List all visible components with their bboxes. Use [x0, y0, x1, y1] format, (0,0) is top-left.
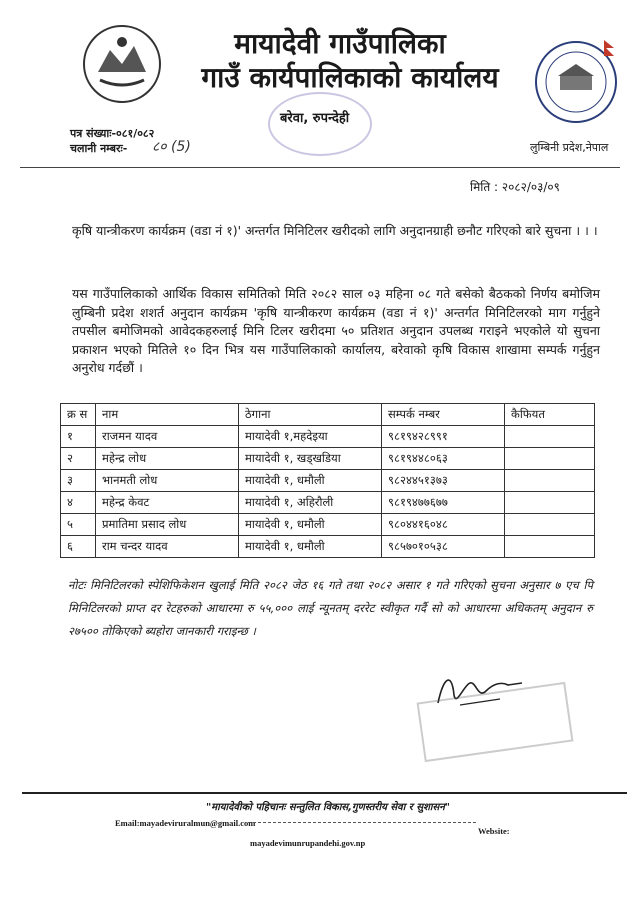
dispatch-number-label: चलानी नम्बरः- — [70, 142, 128, 155]
table-row — [61, 536, 595, 558]
col-contact: सम्पर्क नम्बर — [382, 404, 505, 426]
header-divider — [20, 167, 620, 168]
cell-remarks — [505, 514, 595, 536]
cell-name: राजमन यादव — [96, 426, 239, 448]
province-label: लुम्बिनी प्रदेश,नेपाल — [530, 141, 609, 154]
applicant-table — [60, 403, 595, 558]
reference-number: पत्र संख्याः-०८१/०८२ — [70, 127, 155, 140]
table-header-row — [61, 404, 595, 426]
cell-address: मायादेवी १, धमौली — [239, 470, 382, 492]
body-paragraph: यस गाउँपालिकाको आर्थिक विकास समितिको मिति २०८२ साल ०३ महिना ०८ गते बसेको बैठकको निर्णय बमोजिम लुम्बिनी प्रदेश शशर्त अनुदान कार्यक्रम 'कृषि यान्त्रीकरण कार्यक्रम (वडा नं १)' अन्तर्गत मिनिटिलरको माग गर्नुहुने तपसील बमोजिमको आवेदकहरुलाई मिनि टिलर खरीदमा ५० प्रतिशत अनुदान उपलब्ध गराइने भएकोले यो सुचना प्रकाशन भएको मितिले १० दिन भित्र यस गाउँपालिकाको कार्यालय, बरेवाको कृषि विकास शाखामा सम्पर्क गर्नुहुन अनुरोध गर्दछौं । — [72, 286, 600, 375]
col-name: नाम — [96, 404, 239, 426]
cell-name: प्रमातिमा प्रसाद लोध — [96, 514, 239, 536]
cell-name: महेन्द्र लोध — [96, 448, 239, 470]
col-remarks: कैफियत — [505, 404, 595, 426]
cell-contact: ९८२४४५१३७३ — [382, 470, 505, 492]
table-row — [61, 426, 595, 448]
cell-serial: ४ — [61, 492, 96, 514]
footer-website: mayadevimunrupandehi.gov.np — [250, 838, 366, 848]
cell-contact: ९८१९४७७६७७ — [382, 492, 505, 514]
cell-remarks — [505, 470, 595, 492]
footer-email: Email:mayadeviruralmun@gmail.com — [115, 818, 256, 828]
cell-contact: ९८०४४१६०४८ — [382, 514, 505, 536]
footer-motto: "मायादेवीको पहिचानः सन्तुलित विकास,गुणस्तरीय सेवा र सुशासन" — [205, 802, 451, 813]
cell-contact: ९८१९४२८९९१ — [382, 426, 505, 448]
cell-name: भानमती लोध — [96, 470, 239, 492]
footer-dotted-line — [248, 822, 476, 823]
col-address: ठेगाना — [239, 404, 382, 426]
cell-name: राम चन्दर यादव — [96, 536, 239, 558]
table-row — [61, 470, 595, 492]
col-serial: क्र स — [61, 404, 96, 426]
cell-serial: २ — [61, 448, 96, 470]
letter-date: मिति : २०८२/०३/०९ — [470, 180, 560, 194]
table-row — [61, 514, 595, 536]
footer-website-label: Website: — [478, 826, 510, 836]
cell-serial: १ — [61, 426, 96, 448]
cell-contact: ९८१९४४८०६३ — [382, 448, 505, 470]
cell-address: मायादेवी १, खड्खडिया — [239, 448, 382, 470]
cell-address: मायादेवी १, धमौली — [239, 514, 382, 536]
table-row — [61, 448, 595, 470]
cell-remarks — [505, 536, 595, 558]
cell-remarks — [505, 448, 595, 470]
nepal-emblem-icon — [78, 20, 166, 108]
cell-address: मायादेवी १,महदेइया — [239, 426, 382, 448]
cell-remarks — [505, 426, 595, 448]
cell-serial: ३ — [61, 470, 96, 492]
subject-line: कृषि यान्त्रीकरण कार्यक्रम (वडा नं १)' अन्तर्गत मिनिटिलर खरीदको लागि अनुदानग्राही छनौट गरिएको बारे सुचना । । । — [72, 223, 598, 238]
cell-serial: ६ — [61, 536, 96, 558]
cell-address: मायादेवी १, धमौली — [239, 536, 382, 558]
dispatch-number-value: ८० (5) — [152, 139, 191, 155]
municipality-logo-icon — [530, 36, 622, 128]
cell-name: महेन्द्र केवट — [96, 492, 239, 514]
cell-contact: ९८५७०१०५३८ — [382, 536, 505, 558]
office-name: गाउँ कार्यपालिकाको कार्यालय — [201, 61, 499, 94]
table-row — [61, 492, 595, 514]
handwritten-note: नोटः मिनिटिलरको स्पेशिफिकेशन खुलाई मिति २०८२ जेठ १६ गते तथा २०८२ असार १ गते गरिएको सुचना अनुसार ७ एच पि मिनिटिलरको प्राप्त दर रेटहरुको आधारमा रु ५५,००० लाई न्यूनतम् दररेट स्वीकृत गर्दै सो को आधारमा अधिकतम् अनुदान रु २७५०० तोकिएको ब्यहोरा जानकारी गराइन्छ । — [68, 578, 593, 638]
office-address: बरेवा, रुपन्देही — [280, 111, 350, 126]
footer-divider — [22, 792, 627, 794]
cell-remarks — [505, 492, 595, 514]
org-name: मायादेवी गाउँपालिका — [234, 27, 446, 60]
cell-serial: ५ — [61, 514, 96, 536]
cell-address: मायादेवी १, अहिरौली — [239, 492, 382, 514]
